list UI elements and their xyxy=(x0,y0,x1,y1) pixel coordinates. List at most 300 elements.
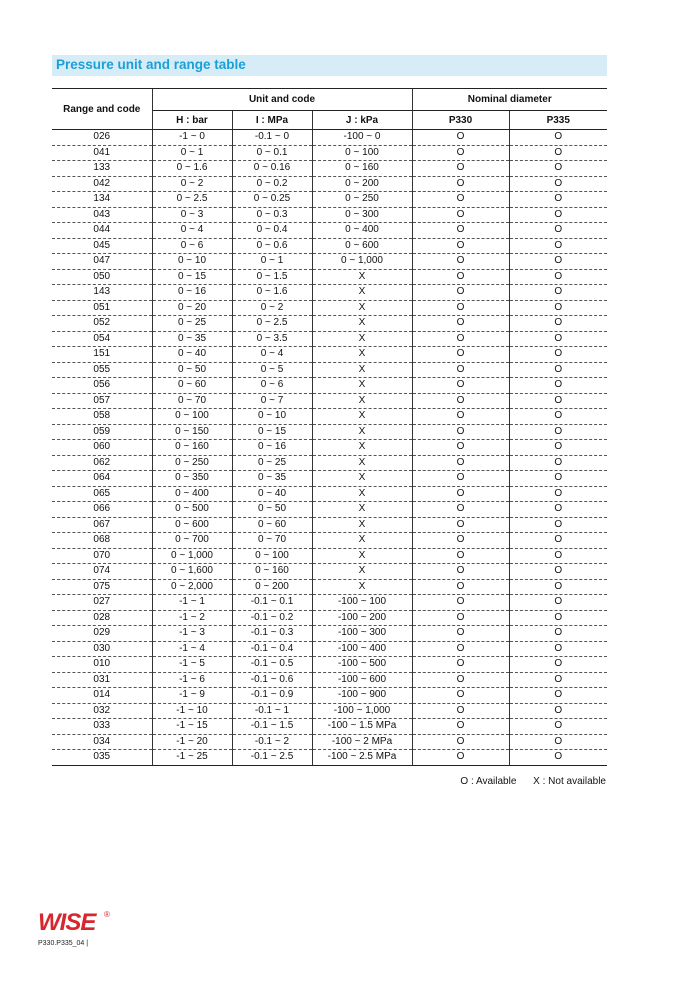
cell-range-code: 133 xyxy=(52,161,152,177)
cell-i-mpa: -0.1 ~ 0.2 xyxy=(232,610,312,626)
cell-range-code: 033 xyxy=(52,719,152,735)
cell-j-kpa: X xyxy=(312,548,412,564)
cell-h-bar: 0 ~ 150 xyxy=(152,424,232,440)
cell-p335: O xyxy=(509,145,607,161)
table-row xyxy=(52,440,607,456)
cell-j-kpa: X xyxy=(312,440,412,456)
cell-p335: O xyxy=(509,672,607,688)
cell-h-bar: 0 ~ 1 xyxy=(152,145,232,161)
cell-range-code: 064 xyxy=(52,471,152,487)
cell-j-kpa: X xyxy=(312,269,412,285)
cell-range-code: 056 xyxy=(52,378,152,394)
cell-h-bar: -1 ~ 15 xyxy=(152,719,232,735)
cell-p330: O xyxy=(412,688,509,704)
cell-p330: O xyxy=(412,424,509,440)
cell-i-mpa: 0 ~ 0.6 xyxy=(232,238,312,254)
cell-range-code: 055 xyxy=(52,362,152,378)
cell-p335: O xyxy=(509,626,607,642)
cell-p335: O xyxy=(509,362,607,378)
header-h-bar: H : bar xyxy=(152,111,232,130)
cell-j-kpa: 0 ~ 400 xyxy=(312,223,412,239)
cell-j-kpa: -100 ~ 200 xyxy=(312,610,412,626)
cell-h-bar: 0 ~ 1,000 xyxy=(152,548,232,564)
cell-j-kpa: X xyxy=(312,331,412,347)
cell-j-kpa: -100 ~ 0 xyxy=(312,130,412,146)
cell-i-mpa: -0.1 ~ 0.3 xyxy=(232,626,312,642)
cell-h-bar: 0 ~ 600 xyxy=(152,517,232,533)
cell-range-code: 043 xyxy=(52,207,152,223)
cell-p330: O xyxy=(412,719,509,735)
header-range-code: Range and code xyxy=(52,89,152,130)
cell-p330: O xyxy=(412,750,509,766)
cell-j-kpa: -100 ~ 100 xyxy=(312,595,412,611)
svg-text:®: ® xyxy=(104,910,110,919)
cell-i-mpa: 0 ~ 1.5 xyxy=(232,269,312,285)
table-row xyxy=(52,734,607,750)
table-row xyxy=(52,703,607,719)
table-row xyxy=(52,347,607,363)
cell-i-mpa: 0 ~ 2.5 xyxy=(232,316,312,332)
table-row xyxy=(52,564,607,580)
cell-range-code: 041 xyxy=(52,145,152,161)
cell-p335: O xyxy=(509,393,607,409)
cell-p330: O xyxy=(412,641,509,657)
cell-h-bar: -1 ~ 9 xyxy=(152,688,232,704)
cell-p335: O xyxy=(509,192,607,208)
cell-p330: O xyxy=(412,362,509,378)
cell-p330: O xyxy=(412,393,509,409)
cell-range-code: 029 xyxy=(52,626,152,642)
table-row xyxy=(52,300,607,316)
cell-i-mpa: 0 ~ 4 xyxy=(232,347,312,363)
cell-h-bar: -1 ~ 6 xyxy=(152,672,232,688)
table-row xyxy=(52,207,607,223)
cell-p335: O xyxy=(509,130,607,146)
cell-h-bar: -1 ~ 0 xyxy=(152,130,232,146)
cell-p330: O xyxy=(412,440,509,456)
cell-h-bar: 0 ~ 20 xyxy=(152,300,232,316)
cell-range-code: 143 xyxy=(52,285,152,301)
cell-range-code: 066 xyxy=(52,502,152,518)
cell-range-code: 057 xyxy=(52,393,152,409)
table-row xyxy=(52,424,607,440)
cell-h-bar: 0 ~ 4 xyxy=(152,223,232,239)
table-row xyxy=(52,595,607,611)
cell-h-bar: 0 ~ 250 xyxy=(152,455,232,471)
cell-j-kpa: X xyxy=(312,579,412,595)
cell-h-bar: -1 ~ 25 xyxy=(152,750,232,766)
cell-j-kpa: X xyxy=(312,316,412,332)
cell-p335: O xyxy=(509,347,607,363)
cell-i-mpa: 0 ~ 1.6 xyxy=(232,285,312,301)
cell-p335: O xyxy=(509,254,607,270)
table-row xyxy=(52,688,607,704)
table-row xyxy=(52,145,607,161)
cell-h-bar: 0 ~ 1,600 xyxy=(152,564,232,580)
cell-p335: O xyxy=(509,424,607,440)
cell-range-code: 062 xyxy=(52,455,152,471)
cell-h-bar: 0 ~ 70 xyxy=(152,393,232,409)
cell-p330: O xyxy=(412,238,509,254)
table-row xyxy=(52,316,607,332)
cell-p330: O xyxy=(412,331,509,347)
cell-p335: O xyxy=(509,471,607,487)
table-row xyxy=(52,455,607,471)
cell-j-kpa: -100 ~ 600 xyxy=(312,672,412,688)
cell-i-mpa: 0 ~ 60 xyxy=(232,517,312,533)
cell-i-mpa: 0 ~ 0.1 xyxy=(232,145,312,161)
cell-j-kpa: X xyxy=(312,471,412,487)
cell-i-mpa: 0 ~ 200 xyxy=(232,579,312,595)
section-title-bar xyxy=(52,55,607,76)
cell-j-kpa: X xyxy=(312,486,412,502)
cell-h-bar: 0 ~ 400 xyxy=(152,486,232,502)
cell-p330: O xyxy=(412,517,509,533)
cell-j-kpa: X xyxy=(312,393,412,409)
cell-p335: O xyxy=(509,176,607,192)
cell-i-mpa: 0 ~ 1 xyxy=(232,254,312,270)
cell-h-bar: -1 ~ 1 xyxy=(152,595,232,611)
table-row xyxy=(52,331,607,347)
cell-range-code: 032 xyxy=(52,703,152,719)
cell-j-kpa: 0 ~ 300 xyxy=(312,207,412,223)
cell-j-kpa: -100 ~ 2 MPa xyxy=(312,734,412,750)
cell-p335: O xyxy=(509,455,607,471)
cell-h-bar: -1 ~ 5 xyxy=(152,657,232,673)
cell-j-kpa: X xyxy=(312,409,412,425)
cell-p335: O xyxy=(509,564,607,580)
pressure-range-table xyxy=(52,88,607,766)
cell-i-mpa: 0 ~ 6 xyxy=(232,378,312,394)
cell-p330: O xyxy=(412,548,509,564)
cell-p335: O xyxy=(509,238,607,254)
cell-p335: O xyxy=(509,548,607,564)
cell-p335: O xyxy=(509,378,607,394)
cell-i-mpa: 0 ~ 50 xyxy=(232,502,312,518)
header-j-kpa: J : kPa xyxy=(312,111,412,130)
cell-j-kpa: -100 ~ 900 xyxy=(312,688,412,704)
cell-p330: O xyxy=(412,176,509,192)
cell-range-code: 151 xyxy=(52,347,152,363)
cell-i-mpa: 0 ~ 0.4 xyxy=(232,223,312,239)
cell-range-code: 028 xyxy=(52,610,152,626)
table-row xyxy=(52,626,607,642)
header-i-mpa: I : MPa xyxy=(232,111,312,130)
cell-i-mpa: 0 ~ 160 xyxy=(232,564,312,580)
cell-p335: O xyxy=(509,331,607,347)
cell-h-bar: 0 ~ 6 xyxy=(152,238,232,254)
cell-j-kpa: 0 ~ 100 xyxy=(312,145,412,161)
table-row xyxy=(52,161,607,177)
cell-range-code: 067 xyxy=(52,517,152,533)
cell-i-mpa: -0.1 ~ 0.1 xyxy=(232,595,312,611)
table-row xyxy=(52,610,607,626)
cell-p335: O xyxy=(509,285,607,301)
table-row xyxy=(52,254,607,270)
header-unit-code: Unit and code xyxy=(152,89,412,111)
cell-j-kpa: X xyxy=(312,300,412,316)
cell-i-mpa: -0.1 ~ 2.5 xyxy=(232,750,312,766)
cell-p335: O xyxy=(509,719,607,735)
cell-p335: O xyxy=(509,641,607,657)
cell-i-mpa: 0 ~ 5 xyxy=(232,362,312,378)
table-body xyxy=(52,130,607,766)
cell-p335: O xyxy=(509,409,607,425)
table-row xyxy=(52,192,607,208)
cell-range-code: 060 xyxy=(52,440,152,456)
cell-p335: O xyxy=(509,486,607,502)
cell-j-kpa: -100 ~ 400 xyxy=(312,641,412,657)
cell-i-mpa: -0.1 ~ 0 xyxy=(232,130,312,146)
cell-p330: O xyxy=(412,300,509,316)
cell-j-kpa: 0 ~ 160 xyxy=(312,161,412,177)
cell-p330: O xyxy=(412,734,509,750)
cell-j-kpa: X xyxy=(312,362,412,378)
cell-range-code: 047 xyxy=(52,254,152,270)
cell-h-bar: 0 ~ 10 xyxy=(152,254,232,270)
table-row xyxy=(52,238,607,254)
cell-i-mpa: -0.1 ~ 0.5 xyxy=(232,657,312,673)
cell-i-mpa: 0 ~ 40 xyxy=(232,486,312,502)
cell-i-mpa: -0.1 ~ 1.5 xyxy=(232,719,312,735)
cell-p330: O xyxy=(412,223,509,239)
cell-p335: O xyxy=(509,657,607,673)
cell-j-kpa: -100 ~ 2.5 MPa xyxy=(312,750,412,766)
cell-i-mpa: 0 ~ 0.25 xyxy=(232,192,312,208)
cell-p330: O xyxy=(412,471,509,487)
cell-p330: O xyxy=(412,595,509,611)
wise-logo xyxy=(38,907,118,935)
cell-p330: O xyxy=(412,579,509,595)
table-row xyxy=(52,362,607,378)
cell-h-bar: 0 ~ 1.6 xyxy=(152,161,232,177)
cell-range-code: 059 xyxy=(52,424,152,440)
header-p330: P330 xyxy=(412,111,509,130)
cell-p330: O xyxy=(412,486,509,502)
cell-j-kpa: 0 ~ 250 xyxy=(312,192,412,208)
cell-p335: O xyxy=(509,223,607,239)
cell-p330: O xyxy=(412,316,509,332)
table-row xyxy=(52,486,607,502)
cell-j-kpa: X xyxy=(312,517,412,533)
header-p335: P335 xyxy=(509,111,607,130)
cell-j-kpa: -100 ~ 1,000 xyxy=(312,703,412,719)
cell-j-kpa: -100 ~ 1.5 MPa xyxy=(312,719,412,735)
table-row xyxy=(52,471,607,487)
cell-p335: O xyxy=(509,533,607,549)
cell-range-code: 051 xyxy=(52,300,152,316)
cell-p335: O xyxy=(509,207,607,223)
cell-p330: O xyxy=(412,657,509,673)
cell-range-code: 026 xyxy=(52,130,152,146)
cell-j-kpa: X xyxy=(312,285,412,301)
cell-p330: O xyxy=(412,533,509,549)
legend xyxy=(446,776,606,787)
cell-p330: O xyxy=(412,378,509,394)
cell-p330: O xyxy=(412,207,509,223)
cell-i-mpa: 0 ~ 100 xyxy=(232,548,312,564)
cell-range-code: 058 xyxy=(52,409,152,425)
cell-range-code: 042 xyxy=(52,176,152,192)
cell-p335: O xyxy=(509,316,607,332)
legend-not-available: X : Not available xyxy=(533,776,606,787)
cell-h-bar: 0 ~ 350 xyxy=(152,471,232,487)
cell-p330: O xyxy=(412,409,509,425)
cell-p330: O xyxy=(412,455,509,471)
cell-range-code: 034 xyxy=(52,734,152,750)
cell-i-mpa: 0 ~ 35 xyxy=(232,471,312,487)
cell-range-code: 068 xyxy=(52,533,152,549)
cell-range-code: 027 xyxy=(52,595,152,611)
cell-p330: O xyxy=(412,285,509,301)
cell-p335: O xyxy=(509,595,607,611)
cell-p330: O xyxy=(412,610,509,626)
cell-j-kpa: X xyxy=(312,347,412,363)
cell-h-bar: -1 ~ 3 xyxy=(152,626,232,642)
cell-i-mpa: 0 ~ 7 xyxy=(232,393,312,409)
cell-h-bar: -1 ~ 10 xyxy=(152,703,232,719)
cell-h-bar: 0 ~ 2,000 xyxy=(152,579,232,595)
table-row xyxy=(52,719,607,735)
cell-p335: O xyxy=(509,517,607,533)
cell-i-mpa: 0 ~ 3.5 xyxy=(232,331,312,347)
cell-i-mpa: 0 ~ 0.16 xyxy=(232,161,312,177)
cell-p335: O xyxy=(509,161,607,177)
table-row xyxy=(52,641,607,657)
cell-p330: O xyxy=(412,192,509,208)
cell-i-mpa: 0 ~ 70 xyxy=(232,533,312,549)
cell-p335: O xyxy=(509,440,607,456)
cell-range-code: 045 xyxy=(52,238,152,254)
cell-j-kpa: X xyxy=(312,455,412,471)
cell-j-kpa: X xyxy=(312,424,412,440)
cell-p330: O xyxy=(412,161,509,177)
cell-h-bar: 0 ~ 15 xyxy=(152,269,232,285)
cell-j-kpa: -100 ~ 300 xyxy=(312,626,412,642)
cell-p335: O xyxy=(509,579,607,595)
header-nominal-diameter: Nominal diameter xyxy=(412,89,607,111)
cell-h-bar: 0 ~ 60 xyxy=(152,378,232,394)
cell-p335: O xyxy=(509,750,607,766)
cell-j-kpa: X xyxy=(312,378,412,394)
cell-p330: O xyxy=(412,564,509,580)
cell-h-bar: 0 ~ 16 xyxy=(152,285,232,301)
cell-range-code: 030 xyxy=(52,641,152,657)
table-row xyxy=(52,378,607,394)
table-row xyxy=(52,657,607,673)
cell-p330: O xyxy=(412,347,509,363)
cell-h-bar: 0 ~ 50 xyxy=(152,362,232,378)
table-row xyxy=(52,548,607,564)
cell-p335: O xyxy=(509,703,607,719)
table-row xyxy=(52,223,607,239)
cell-h-bar: 0 ~ 2.5 xyxy=(152,192,232,208)
legend-available: O : Available xyxy=(460,776,517,787)
cell-p330: O xyxy=(412,269,509,285)
cell-h-bar: 0 ~ 160 xyxy=(152,440,232,456)
cell-p335: O xyxy=(509,688,607,704)
cell-range-code: 075 xyxy=(52,579,152,595)
table-row xyxy=(52,750,607,766)
table-row xyxy=(52,269,607,285)
cell-i-mpa: -0.1 ~ 0.9 xyxy=(232,688,312,704)
cell-j-kpa: -100 ~ 500 xyxy=(312,657,412,673)
svg-text:WISE: WISE xyxy=(38,909,96,935)
table-row xyxy=(52,130,607,146)
cell-h-bar: 0 ~ 700 xyxy=(152,533,232,549)
cell-i-mpa: -0.1 ~ 0.4 xyxy=(232,641,312,657)
cell-range-code: 014 xyxy=(52,688,152,704)
table-row xyxy=(52,393,607,409)
cell-range-code: 074 xyxy=(52,564,152,580)
cell-p335: O xyxy=(509,502,607,518)
cell-i-mpa: 0 ~ 15 xyxy=(232,424,312,440)
cell-range-code: 035 xyxy=(52,750,152,766)
section-title: Pressure unit and range table xyxy=(56,57,246,72)
cell-p335: O xyxy=(509,300,607,316)
table-row xyxy=(52,533,607,549)
cell-p330: O xyxy=(412,254,509,270)
cell-range-code: 044 xyxy=(52,223,152,239)
cell-p335: O xyxy=(509,269,607,285)
cell-i-mpa: -0.1 ~ 1 xyxy=(232,703,312,719)
cell-i-mpa: 0 ~ 25 xyxy=(232,455,312,471)
table-row xyxy=(52,672,607,688)
cell-p330: O xyxy=(412,672,509,688)
cell-h-bar: -1 ~ 2 xyxy=(152,610,232,626)
table-row xyxy=(52,579,607,595)
cell-j-kpa: 0 ~ 1,000 xyxy=(312,254,412,270)
cell-j-kpa: X xyxy=(312,502,412,518)
cell-p335: O xyxy=(509,610,607,626)
cell-h-bar: 0 ~ 35 xyxy=(152,331,232,347)
cell-p330: O xyxy=(412,145,509,161)
cell-i-mpa: 0 ~ 16 xyxy=(232,440,312,456)
cell-j-kpa: X xyxy=(312,533,412,549)
cell-h-bar: 0 ~ 25 xyxy=(152,316,232,332)
cell-j-kpa: X xyxy=(312,564,412,580)
cell-range-code: 054 xyxy=(52,331,152,347)
cell-i-mpa: 0 ~ 0.2 xyxy=(232,176,312,192)
page-footer: P330.P335_04 | xyxy=(38,940,89,947)
cell-range-code: 052 xyxy=(52,316,152,332)
cell-range-code: 065 xyxy=(52,486,152,502)
cell-h-bar: 0 ~ 40 xyxy=(152,347,232,363)
cell-p330: O xyxy=(412,130,509,146)
cell-p330: O xyxy=(412,703,509,719)
cell-p335: O xyxy=(509,734,607,750)
table-row xyxy=(52,409,607,425)
cell-range-code: 050 xyxy=(52,269,152,285)
cell-range-code: 134 xyxy=(52,192,152,208)
table-row xyxy=(52,517,607,533)
cell-h-bar: 0 ~ 3 xyxy=(152,207,232,223)
cell-p330: O xyxy=(412,626,509,642)
cell-range-code: 031 xyxy=(52,672,152,688)
cell-h-bar: 0 ~ 500 xyxy=(152,502,232,518)
table-row xyxy=(52,285,607,301)
cell-i-mpa: 0 ~ 10 xyxy=(232,409,312,425)
cell-i-mpa: -0.1 ~ 2 xyxy=(232,734,312,750)
cell-h-bar: -1 ~ 20 xyxy=(152,734,232,750)
table-row xyxy=(52,502,607,518)
cell-p330: O xyxy=(412,502,509,518)
cell-h-bar: -1 ~ 4 xyxy=(152,641,232,657)
cell-i-mpa: 0 ~ 0.3 xyxy=(232,207,312,223)
cell-i-mpa: 0 ~ 2 xyxy=(232,300,312,316)
table-row xyxy=(52,176,607,192)
cell-j-kpa: 0 ~ 600 xyxy=(312,238,412,254)
